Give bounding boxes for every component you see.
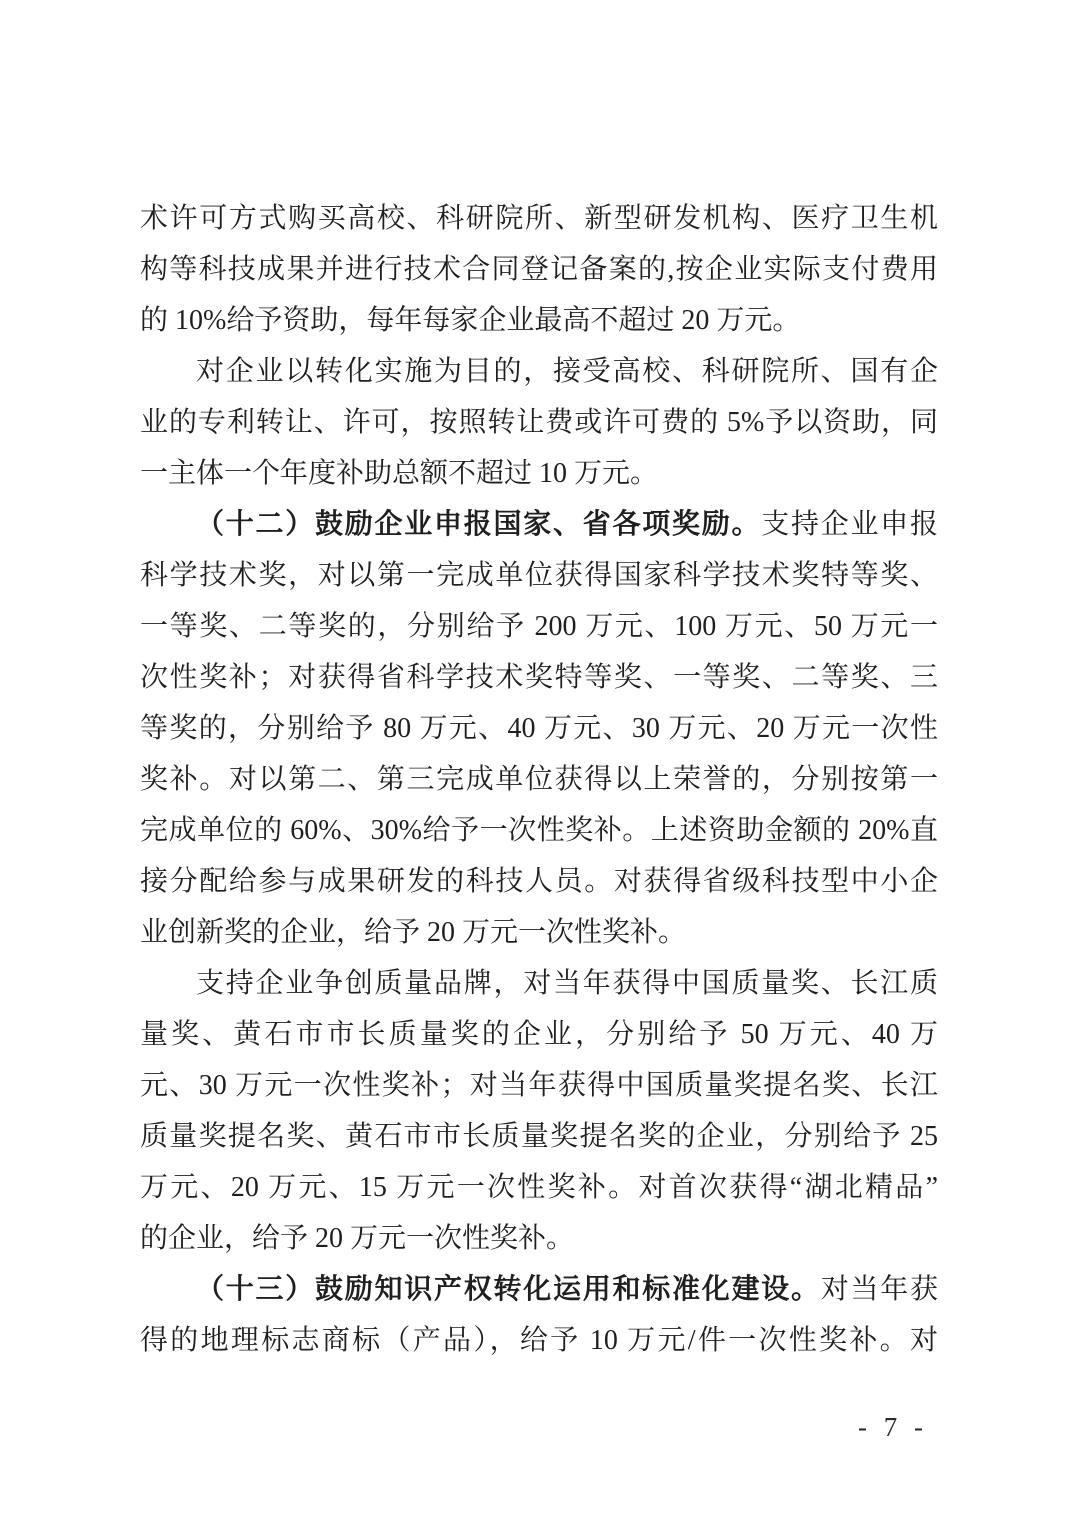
text-line: 的企业，给予 20 万元一次性奖补。 xyxy=(140,1223,575,1254)
text-line: 的 10%给予资助，每年每家企业最高不超过 20 万元。 xyxy=(140,305,801,336)
text-line: 质量奖提名奖、黄石市市长质量奖提名奖的企业，分别给予 25 xyxy=(140,1121,938,1152)
text-line: 构等科技成果并进行技术合同登记备案的,按企业实际支付费用 xyxy=(140,254,938,285)
paragraph-tech-purchase xyxy=(140,193,938,346)
paragraph-quality-brands xyxy=(140,958,938,1264)
text-line: 接分配给参与成果研发的科技人员。对获得省级科技型中小企 xyxy=(140,866,938,897)
text-line: 得的地理标志商标（产品），给予 10 万元/件一次性奖补。对 xyxy=(140,1325,938,1356)
text-line: 奖补。对以第二、第三完成单位获得以上荣誉的，分别按第一 xyxy=(140,764,938,795)
page-number: - 7 - xyxy=(858,1412,928,1442)
text-line: 术许可方式购买高校、科研院所、新型研发机构、医疗卫生机 xyxy=(140,203,938,234)
text-line: 等奖的，分别给予 80 万元、40 万元、30 万元、20 万元一次性 xyxy=(140,713,938,744)
text-line: 量奖、黄石市市长质量奖的企业，分别给予 50 万元、40 万 xyxy=(140,1019,938,1050)
text-run: 对当年获 xyxy=(820,1274,938,1305)
paragraph-section-12-awards xyxy=(140,499,938,958)
section-12-heading: （十二）鼓励企业申报国家、省各项奖励。 xyxy=(196,509,762,540)
text-line: 一主体一个年度补助总额不超过 10 万元。 xyxy=(140,458,659,489)
text-line xyxy=(140,499,938,550)
text-line: 科学技术奖，对以第一完成单位获得国家科学技术奖特等奖、 xyxy=(140,560,938,591)
text-line xyxy=(140,1264,938,1315)
text-run: 支持企业申报 xyxy=(761,509,938,540)
text-line: 业的专利转让、许可，按照转让费或许可费的 5%予以资助，同 xyxy=(140,407,938,438)
text-line: 万元、20 万元、15 万元一次性奖补。对首次获得“湖北精品” xyxy=(140,1172,938,1203)
text-line: 业创新奖的企业，给予 20 万元一次性奖补。 xyxy=(140,917,687,948)
section-13-heading: （十三）鼓励知识产权转化运用和标准化建设。 xyxy=(196,1274,821,1305)
document-body xyxy=(140,193,938,1366)
text-line: 支持企业争创质量品牌，对当年获得中国质量奖、长江质 xyxy=(196,968,938,999)
text-line: 对企业以转化实施为目的，接受高校、科研院所、国有企 xyxy=(196,356,938,387)
text-line: 一等奖、二等奖的，分别给予 200 万元、100 万元、50 万元一 xyxy=(140,611,938,642)
text-line: 次性奖补；对获得省科学技术奖特等奖、一等奖、二等奖、三 xyxy=(140,662,938,693)
paragraph-patent-transfer xyxy=(140,346,938,499)
paragraph-section-13-ip xyxy=(140,1264,938,1366)
text-line: 元、30 万元一次性奖补；对当年获得中国质量奖提名奖、长江 xyxy=(140,1070,938,1101)
text-line: 完成单位的 60%、30%给予一次性奖补。上述资助金额的 20%直 xyxy=(140,815,938,846)
